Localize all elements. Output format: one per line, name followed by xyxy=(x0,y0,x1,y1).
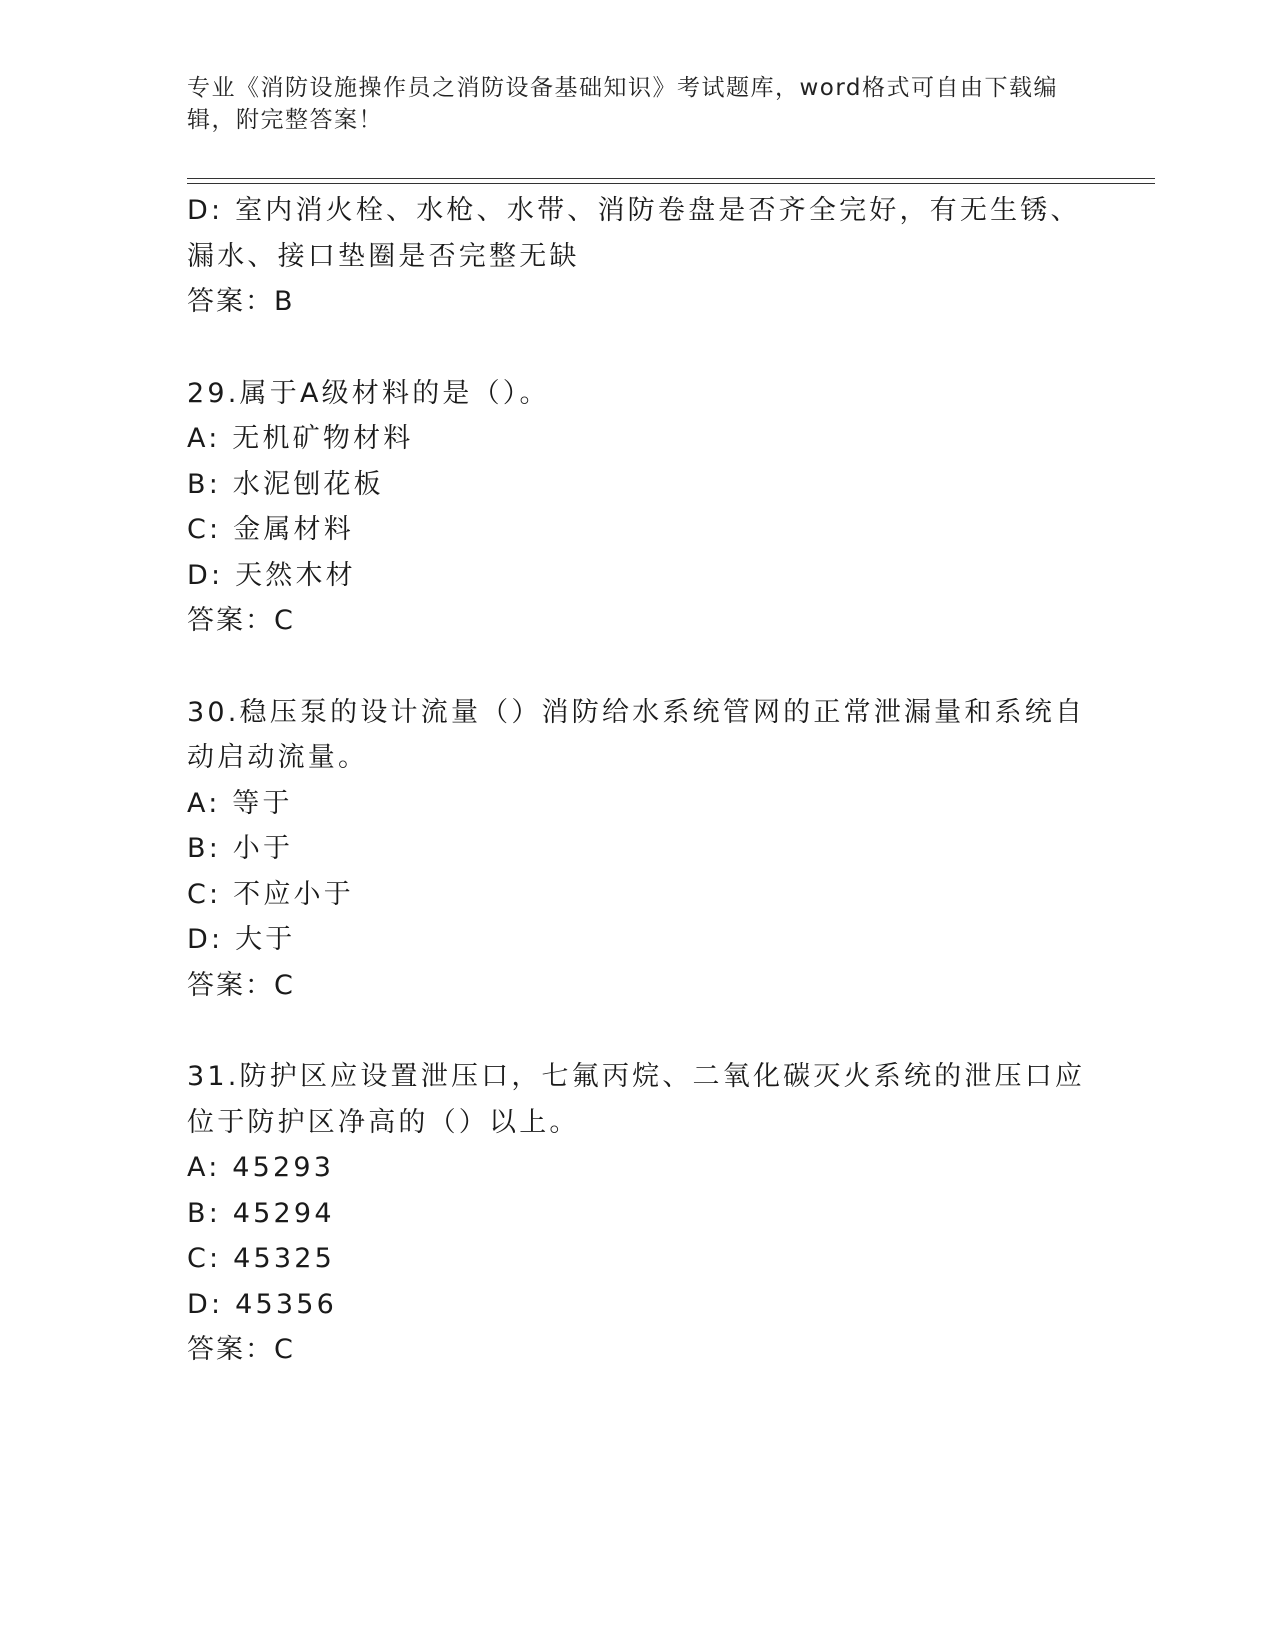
question-30-answer: 答案：C xyxy=(187,969,295,1001)
question-31-option-b: B: 45294 xyxy=(187,1197,335,1229)
header-divider-top xyxy=(187,178,1155,179)
spacer xyxy=(187,644,1087,690)
header-divider-bottom xyxy=(187,183,1155,184)
spacer xyxy=(187,325,1087,371)
question-31-option-d: D: 45356 xyxy=(187,1288,337,1320)
question-29-answer: 答案：C xyxy=(187,605,295,636)
question-31-option-c: C: 45325 xyxy=(187,1243,336,1274)
question-29-stem: 29.属于A级材料的是（）。 xyxy=(187,377,550,409)
spacer xyxy=(187,1008,1087,1054)
question-31-stem: 31.防护区应设置泄压口，七氟丙烷、二氧化碳灭火系统的泄压口应位于防护区净高的（）以上。 xyxy=(187,1061,1086,1138)
question-29-option-a: A: 无机矿物材料 xyxy=(187,423,414,454)
question-29-option-b: B: 水泥刨花板 xyxy=(187,468,384,500)
question-30-option-a: A: 等于 xyxy=(187,787,293,819)
question-30-option-b: B: 小于 xyxy=(187,833,294,864)
document-header: 专业《消防设施操作员之消防设备基础知识》考试题库，word格式可自由下载编辑，附完整答案！ xyxy=(187,75,1059,133)
question-31-answer: 答案：C xyxy=(187,1334,295,1365)
prev-option-d: D: 室内消火栓、水枪、水带、消防卷盘是否齐全完好，有无生锈、漏水、接口垫圈是否完整无缺 xyxy=(187,195,1081,272)
question-30-stem: 30.稳压泵的设计流量（）消防给水系统管网的正常泄漏量和系统自动启动流量。 xyxy=(187,696,1086,773)
question-29-option-c: C: 金属材料 xyxy=(187,514,354,545)
question-31-option-a: A: 45293 xyxy=(187,1152,335,1183)
question-30-option-c: C: 不应小于 xyxy=(187,878,354,910)
question-content xyxy=(187,188,1087,1373)
question-30-option-d: D: 大于 xyxy=(187,924,296,955)
question-29-option-d: D: 天然木材 xyxy=(187,559,356,591)
prev-answer: 答案：B xyxy=(187,286,295,317)
